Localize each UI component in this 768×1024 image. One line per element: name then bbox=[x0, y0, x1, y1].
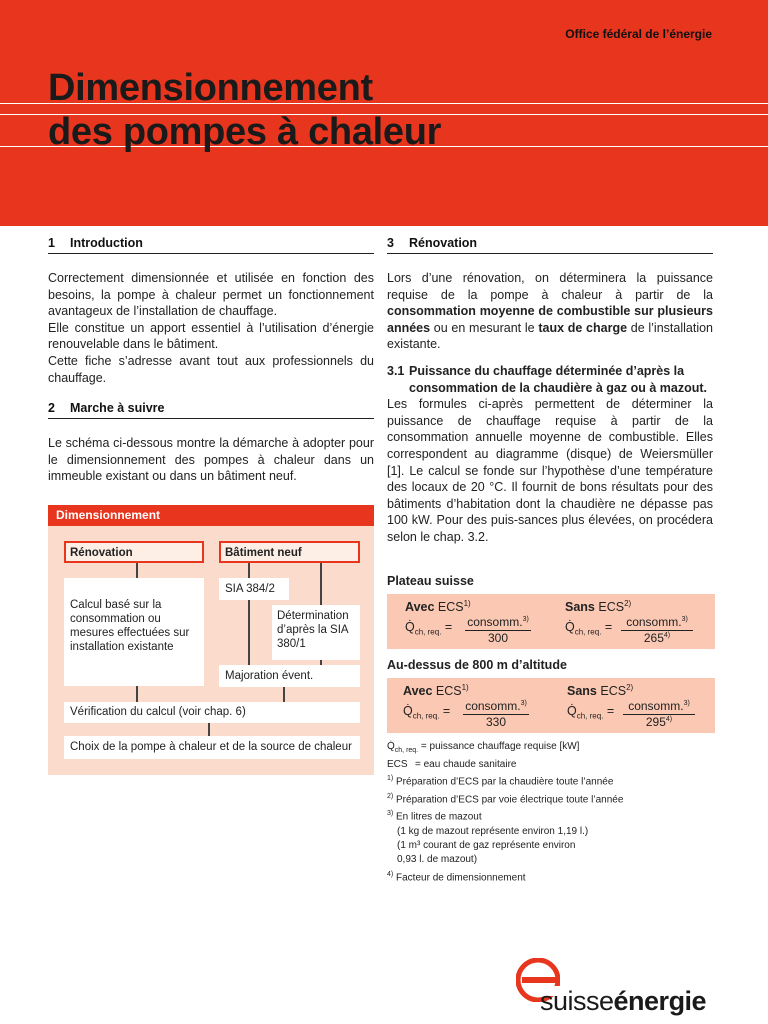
office-name: Office fédéral de l’énergie bbox=[565, 27, 712, 41]
marche-paragraph: Le schéma ci-dessous montre la démarche à adopter pour le dimensionnement des pompes à chaleur dans un immeuble existant ou dans un bâtiment neuf. bbox=[48, 436, 374, 484]
left-column bbox=[48, 236, 374, 485]
footnote: $^{4)}$ Facteur de dimensionnement bbox=[387, 870, 526, 883]
formula-label: Avec ECS$^{1)}$ bbox=[403, 683, 469, 699]
footnote: (1 m³ courant de gaz représente environ bbox=[397, 840, 576, 852]
page-title: Dimensionnement des pompes à chaleur bbox=[48, 67, 442, 153]
formula-fraction: consomm.$^{3)}$ 295$^{4)}$ bbox=[623, 699, 695, 729]
diagram-connector bbox=[136, 686, 138, 702]
footnote: $^{2)}$ Préparation d’ECS par voie électrique toute l’année bbox=[387, 792, 624, 806]
altitude-heading: Au-dessus de 800 m d’altitude bbox=[387, 658, 567, 672]
formula-label: Sans ECS$^{2)}$ bbox=[567, 683, 634, 699]
diagram-connector bbox=[208, 723, 210, 736]
formula-box-plateau bbox=[387, 594, 715, 649]
intro-paragraph: Elle constitue un apport essentiel à l’utilisation d’énergie renouvelable dans le bâtiment. bbox=[48, 320, 374, 352]
diagram-calcul-box: Calcul basé sur la consommation ou mesures effectuées sur installation existante bbox=[64, 578, 204, 686]
formula-q: $Q̇_{ch, req.}$ = bbox=[565, 620, 613, 637]
formula-label: Avec ECS$^{1)}$ bbox=[405, 599, 471, 615]
formula-box-altitude bbox=[387, 678, 715, 733]
diagram-connector bbox=[136, 563, 138, 578]
footnotes bbox=[387, 740, 717, 885]
logo-wordmark: suisseénergie bbox=[540, 986, 707, 1016]
formula-fraction: consomm.$^{3)}$ 300 bbox=[465, 615, 531, 645]
flow-diagram bbox=[48, 505, 374, 775]
intro-paragraph: Correctement dimensionnée et utilisée en fonction des besoins, la pompe à chaleur permet un fonctionnement avantageux de l’installation de chauffage. bbox=[48, 271, 374, 319]
diagram-connector bbox=[320, 563, 322, 605]
formula-label: Sans ECS$^{2)}$ bbox=[565, 599, 632, 615]
diagram-connector bbox=[283, 687, 285, 702]
diagram-batiment-neuf: Bâtiment neuf bbox=[219, 541, 360, 563]
formula-q: $Q̇_{ch, req.}$ = bbox=[403, 704, 451, 721]
suisseenergie-logo bbox=[516, 958, 716, 1018]
formula-fraction: consomm.$^{3)}$ 265$^{4)}$ bbox=[621, 615, 693, 645]
subsection-heading-3-1: 3.1 Puissance du chauffage déterminée d’après la consommation de la chaudière à gaz ou à mazout. bbox=[387, 363, 707, 395]
formula-fraction: consomm.$^{3)}$ 330 bbox=[463, 699, 529, 729]
footnote: 0,93 l. de mazout) bbox=[397, 854, 478, 866]
diagram-renovation: Rénovation bbox=[64, 541, 204, 563]
right-column bbox=[387, 236, 713, 546]
diagram-connector bbox=[248, 563, 250, 578]
section-heading-introduction: 1 Introduction bbox=[48, 236, 374, 254]
diagram-determination: Détermination d’après la SIA 380/1 bbox=[272, 605, 360, 660]
intro-paragraph: Cette fiche s’adresse avant tout aux professionnels du chauffage. bbox=[48, 353, 374, 385]
diagram-verification: Vérification du calcul (voir chap. 6) bbox=[64, 702, 360, 723]
diagram-title: Dimensionnement bbox=[48, 505, 374, 526]
footnote: $Q̇_{ch, req.}$ = puissance chauffage requise [kW] bbox=[387, 741, 580, 754]
diagram-choix: Choix de la pompe à chaleur et de la source de chaleur bbox=[64, 736, 360, 759]
section-heading-marche: 2 Marche à suivre bbox=[48, 401, 374, 419]
diagram-connector bbox=[248, 600, 250, 665]
header-banner bbox=[0, 0, 768, 226]
formula-q: $Q̇_{ch, req.}$ = bbox=[567, 704, 615, 721]
footnote: (1 kg de mazout représente environ 1,19 l.) bbox=[397, 826, 589, 837]
footnote: ECS = eau chaude sanitaire bbox=[387, 759, 517, 771]
plateau-suisse-heading: Plateau suisse bbox=[387, 574, 474, 588]
formula-q: $Q̇_{ch, req.}$ = bbox=[405, 620, 453, 637]
diagram-majoration: Majoration évent. bbox=[219, 665, 360, 687]
diagram-sia-384: SIA 384/2 bbox=[219, 578, 289, 600]
subsection-paragraph: Les formules ci-après permettent de déterminer la puissance de chauffage requise à partir de la consommation annuelle moyenne de combustible. Elles correspondent au diagramme (disque) de Weiersmüller [1]. Le calcul se fonde sur l’hypothèse d’une température des locaux de 20 °C. Il fournit de bons résultats pour des bâtiments d’habitation dont la chaudière ne dépasse pas 100 kW. Pour des puis-sances plus élevées, on procédera selon le chap. 3.2. bbox=[387, 397, 713, 544]
renovation-paragraph: Lors d’une rénovation, on déterminera la puissance requise de la pompe à chaleur à partir de la consommation moyenne de combustible sur plusieurs années ou en mesurant le taux de charge de l’installation existante. bbox=[387, 271, 714, 352]
footnote: $^{1)}$ Préparation d’ECS par la chaudière toute l’année bbox=[387, 775, 614, 788]
section-heading-renovation: 3 Rénovation bbox=[387, 236, 713, 254]
footnote: $^{3)}$ En litres de mazout bbox=[387, 810, 482, 823]
